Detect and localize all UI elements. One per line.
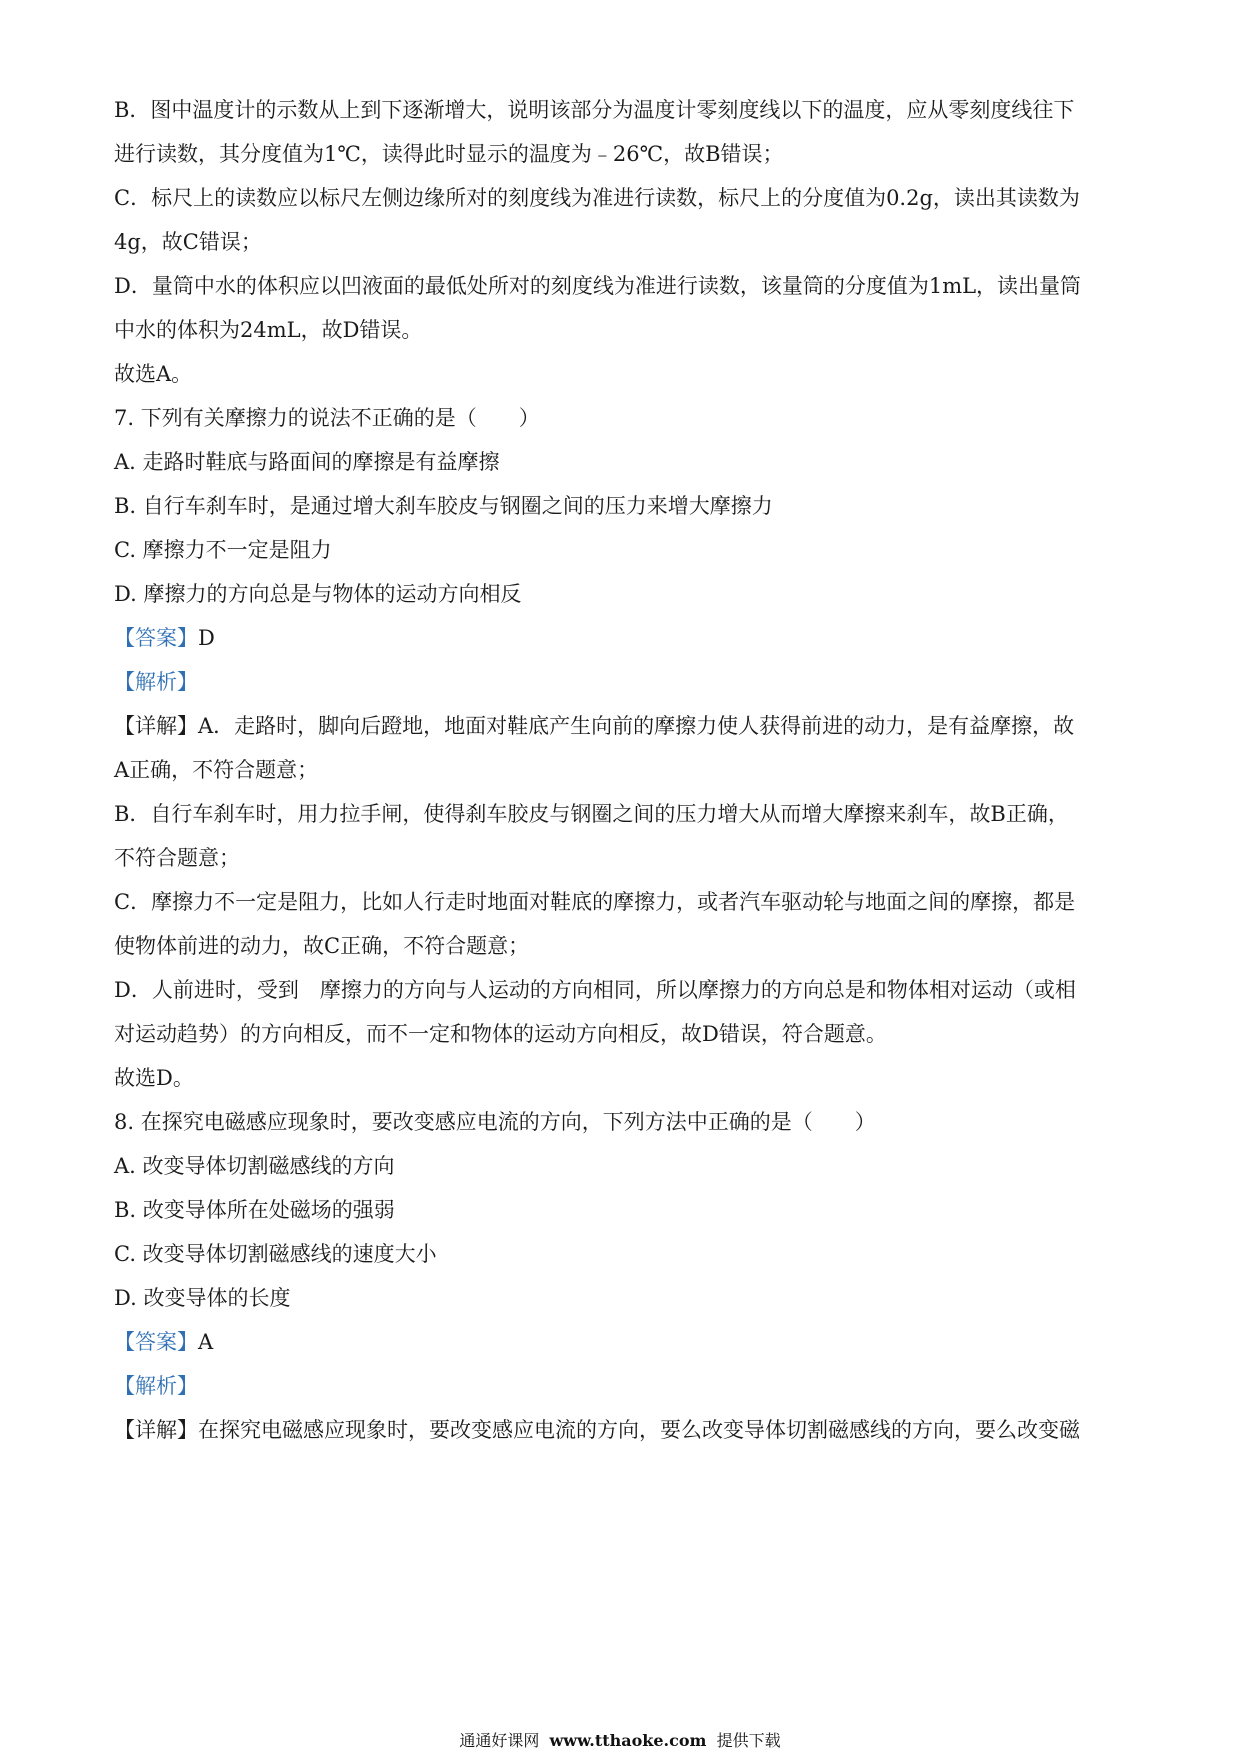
footer-site-name: 通通好课网: [459, 1731, 540, 1750]
q8-answer: [114, 1328, 1134, 1356]
q8-detail-line1: 【详解】在探究电磁感应现象时，要改变感应电流的方向，要么改变导体切割磁感线的方向，要么改变磁: [114, 1418, 1080, 1442]
prev-analysis-b-line2: 进行读数，其分度值为1℃，读得此时显示的温度为﹣26℃，故B错误；: [114, 142, 784, 166]
q8-detail-tag: 【详解】: [114, 1418, 198, 1442]
q7-detail-tag: 【详解】: [114, 714, 198, 738]
prev-analysis-c-line1: C．标尺上的读数应以标尺左侧边缘所对的刻度线为准进行读数，标尺上的分度值为0.2g，读出其读数为: [114, 186, 1080, 210]
q8-option-d: D. 改变导体的长度: [114, 1286, 291, 1310]
prev-analysis-c-line2: 4g，故C错误；: [114, 230, 262, 254]
prev-analysis-b-line1: B．图中温度计的示数从上到下逐渐增大，说明该部分为温度计零刻度线以下的温度，应从零刻度线往下: [114, 98, 1075, 122]
q7-detail-c-line1: C．摩擦力不一定是阻力，比如人行走时地面对鞋底的摩擦力，或者汽车驱动轮与地面之间的摩擦，都是: [114, 890, 1076, 914]
q7-answer-tag: 【答案】: [114, 626, 198, 650]
q7-conclusion: 故选D。: [114, 1066, 194, 1090]
q7-detail-a-line2: A正确，不符合题意；: [114, 758, 319, 782]
q7-answer: [114, 624, 1134, 652]
q8-option-b: B. 改变导体所在处磁场的强弱: [114, 1198, 395, 1222]
q7-option-b: B. 自行车刹车时，是通过增大刹车胶皮与钢圈之间的压力来增大摩擦力: [114, 494, 773, 518]
q7-answer-value: D: [198, 626, 215, 650]
q7-detail-c-line2: 使物体前进的动力，故C正确，不符合题意；: [114, 934, 530, 958]
q7-option-d: D. 摩擦力的方向总是与物体的运动方向相反: [114, 582, 522, 606]
page-footer: [0, 1728, 1240, 1751]
q7-option-a: A. 走路时鞋底与路面间的摩擦是有益摩擦: [114, 450, 500, 474]
q7-option-c: C. 摩擦力不一定是阻力: [114, 538, 332, 562]
footer-url[interactable]: www.tthaoke.com: [549, 1731, 707, 1750]
q7-stem: 7. 下列有关摩擦力的说法不正确的是（ ）: [114, 406, 540, 430]
q8-option-c: C. 改变导体切割磁感线的速度大小: [114, 1242, 437, 1266]
q7-detail-b-line1: B．自行车刹车时，用力拉手闸，使得刹车胶皮与钢圈之间的压力增大从而增大摩擦来刹车，故B正确，: [114, 802, 1069, 826]
footer-suffix: 提供下载: [716, 1731, 781, 1750]
q7-analysis-tag: 【解析】: [114, 670, 198, 694]
q7-detail-a-line1: 【详解】A．走路时，脚向后蹬地，地面对鞋底产生向前的摩擦力使人获得前进的动力，是有益摩擦，故: [114, 714, 1075, 738]
q8-option-a: A. 改变导体切割磁感线的方向: [114, 1154, 395, 1178]
q7-detail-d-line1: D．人前进时，受到 摩擦力的方向与人运动的方向相同，所以摩擦力的方向总是和物体相对运动（或相: [114, 978, 1076, 1002]
q8-answer-tag: 【答案】: [114, 1330, 198, 1354]
q8-answer-value: A: [198, 1330, 214, 1354]
q7-detail-d-line2: 对运动趋势）的方向相反，而不一定和物体的运动方向相反，故D错误，符合题意。: [114, 1022, 887, 1046]
prev-conclusion: 故选A。: [114, 362, 193, 386]
q8-stem: 8. 在探究电磁感应现象时，要改变感应电流的方向，下列方法中正确的是（ ）: [114, 1110, 876, 1134]
q7-detail-b-line2: 不符合题意；: [114, 846, 240, 870]
prev-analysis-d-line2: 中水的体积为24mL，故D错误。: [114, 318, 423, 342]
q8-analysis-tag: 【解析】: [114, 1374, 198, 1398]
prev-analysis-d-line1: D．量筒中水的体积应以凹液面的最低处所对的刻度线为准进行读数，该量筒的分度值为1mL，读出量筒: [114, 274, 1082, 298]
